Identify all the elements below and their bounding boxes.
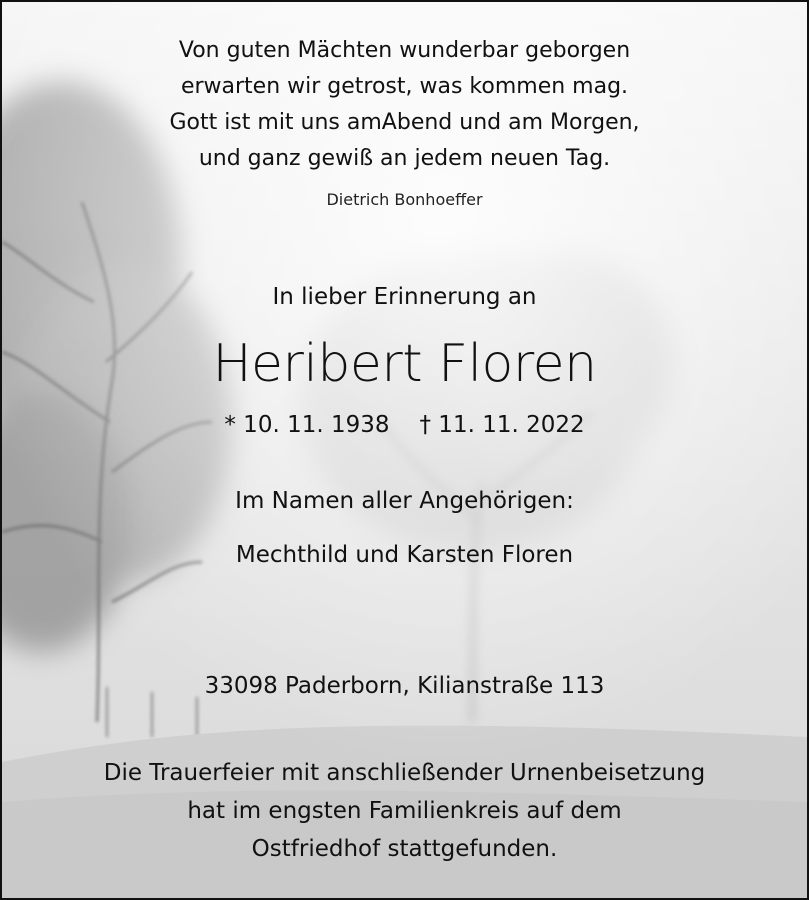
poem-line-2: erwarten wir getrost, was kommen mag. <box>180 74 629 99</box>
funeral-line-2: hat im engsten Familienkreis auf dem <box>187 798 622 824</box>
deceased-name: Heribert Floren <box>212 334 597 394</box>
family-intro: Im Namen aller Angehörigen: <box>235 488 574 514</box>
memorial-intro: In lieber Erinnerung an <box>272 284 537 310</box>
poem-author: Dietrich Bonhoeffer <box>326 190 483 209</box>
address: 33098 Paderborn, Kilianstraße 113 <box>204 673 605 699</box>
death-date: † 11. 11. 2022 <box>419 412 585 438</box>
poem-line-3: Gott ist mit uns amAbend und am Morgen, <box>169 110 640 135</box>
birth-date: * 10. 11. 1938 <box>224 412 390 438</box>
poem-line-1: Von guten Mächten wunderbar geborgen <box>178 38 631 63</box>
poem-line-4: und ganz gewiß an jedem neuen Tag. <box>198 146 611 171</box>
funeral-line-3: Ostfriedhof stattgefunden. <box>251 836 558 862</box>
obituary-text <box>2 2 807 898</box>
funeral-line-1: Die Trauerfeier mit anschließender Urnenbeisetzung <box>103 760 706 786</box>
family-names: Mechthild und Karsten Floren <box>235 542 574 568</box>
life-dates <box>2 412 807 438</box>
